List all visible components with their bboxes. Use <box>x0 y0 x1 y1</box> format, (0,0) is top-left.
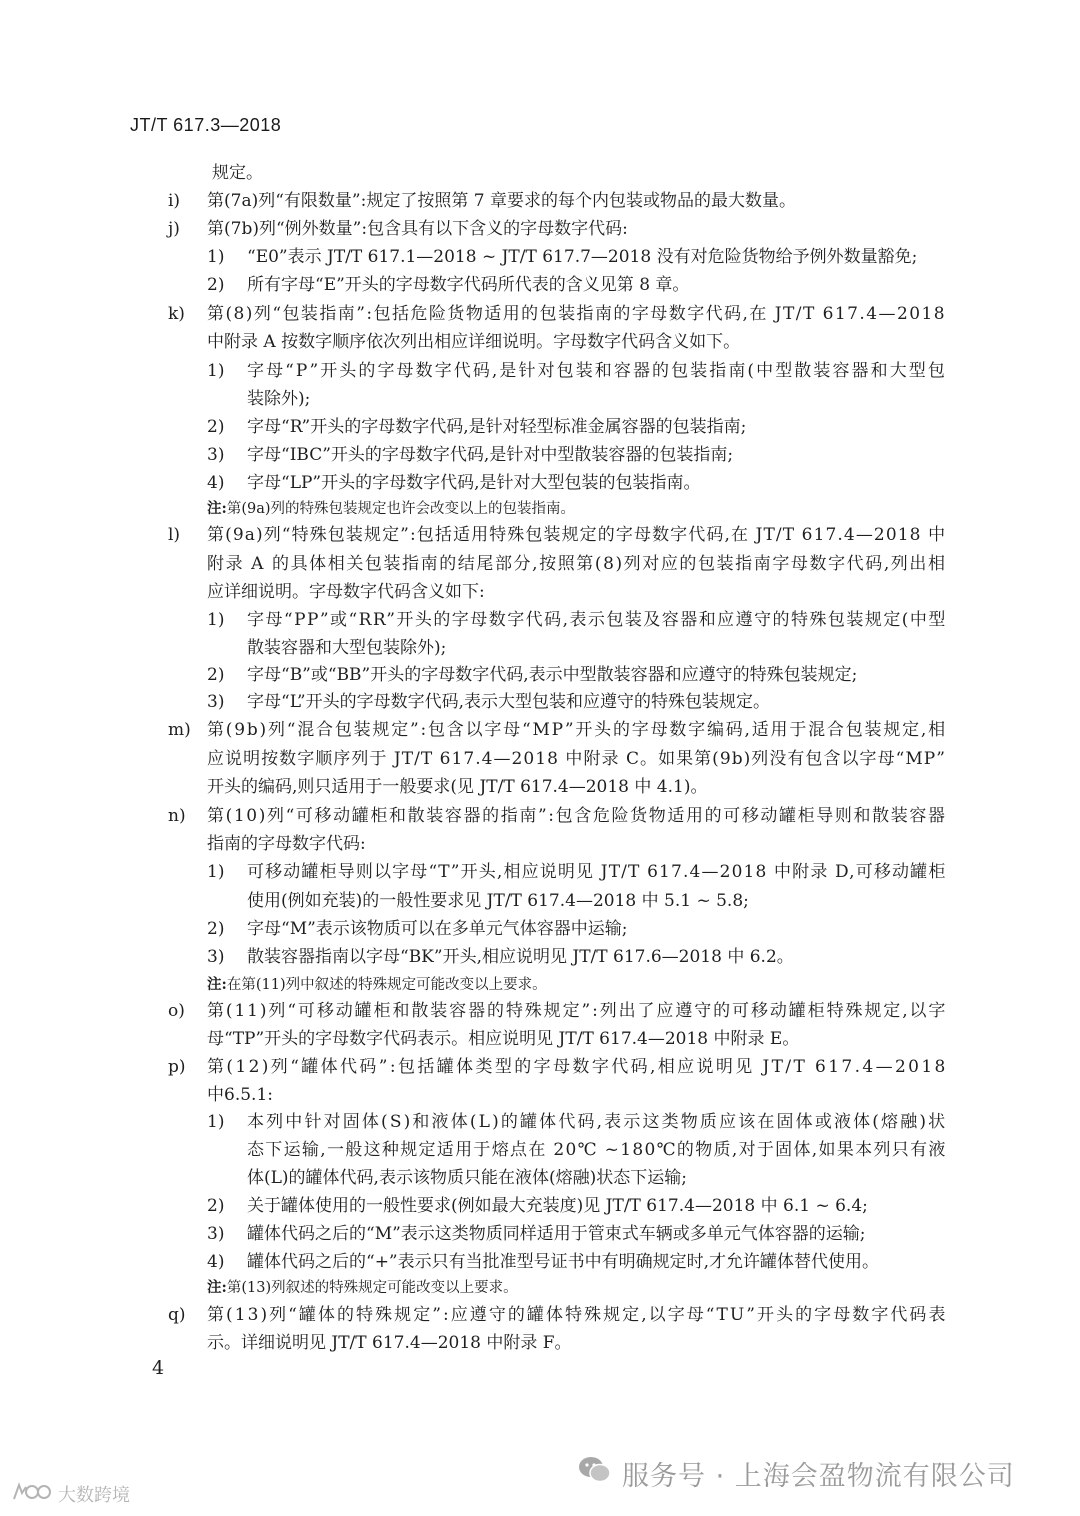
text-line: 第(10)列“可移动罐柜和散装容器的指南”:包含危险货物适用的可移动罐柜导则和散装容器 <box>207 806 947 826</box>
text-line: 第(11)列“可移动罐柜和散装容器的特殊规定”:列出了应遵守的可移动罐柜特殊规定,以字 <box>207 1001 948 1021</box>
note-line <box>207 498 575 520</box>
list-item-label: 1) <box>207 862 225 882</box>
text-line: “E0”表示 JT/T 617.1—2018 ~ JT/T 617.7—2018 没有对危险货物给予例外数量豁免; <box>247 247 918 267</box>
list-item-label: 2) <box>207 275 225 295</box>
text-line: 字母“M”表示该物质可以在多单元气体容器中运输; <box>247 919 628 939</box>
text-line: 开头的编码,则只适用于一般要求(见 JT/T 617.4—2018 中 4.1)。 <box>207 777 708 797</box>
text-line: 第(7a)列“有限数量”:规定了按照第 7 章要求的每个内包装或物品的最大数量。 <box>207 191 796 211</box>
list-item-label: 2) <box>207 919 225 939</box>
list-item-label: 4) <box>207 1252 225 1272</box>
text-line: 可移动罐柜导则以字母“T”开头,相应说明见 JT/T 617.4—2018 中附录 D,可移动罐柜 <box>247 862 947 882</box>
list-item-label: 4) <box>207 473 225 493</box>
wechat-bubble-icon <box>578 1455 612 1492</box>
text-line: 第(9a)列“特殊包装规定”:包括适用特殊包装规定的字母数字代码,在 JT/T 617.4—2018 中 <box>207 525 947 545</box>
list-item-label: 3) <box>207 445 225 465</box>
sparkle-logo-icon <box>10 1481 54 1508</box>
text-line: 规定。 <box>212 163 263 183</box>
text-line: 字母“IBC”开头的字母数字代码,是针对中型散装容器的包装指南; <box>247 445 734 465</box>
list-item-label: i) <box>168 191 181 211</box>
text-line: 中附录 A 按数字顺序依次列出相应详细说明。字母数字代码含义如下。 <box>207 332 741 352</box>
list-item-label: 3) <box>207 947 225 967</box>
text-line: 散装容器指南以字母“BK”开头,相应说明见 JT/T 617.6—2018 中 6.2。 <box>247 947 794 967</box>
note-text: 在第(11)列中叙述的特殊规定可能改变以上要求。 <box>226 977 547 993</box>
text-line: 使用(例如充装)的一般性要求见 JT/T 617.4—2018 中 5.1 ~ 5.8; <box>247 891 749 911</box>
list-item-label: p) <box>168 1057 186 1077</box>
text-line: 体(L)的罐体代码,表示该物质只能在液体(熔融)状态下运输; <box>247 1168 687 1188</box>
text-line: 第(13)列“罐体的特殊规定”:应遵守的罐体特殊规定,以字母“TU”开头的字母数字代码表 <box>207 1305 948 1325</box>
text-line: 字母“P”开头的字母数字代码,是针对包装和容器的包装指南(中型散装容器和大型包 <box>247 361 947 381</box>
list-item-label: o) <box>168 1001 185 1021</box>
list-item-label: 2) <box>207 417 225 437</box>
platform-watermark <box>10 1482 130 1506</box>
note-label: 注: <box>207 1279 227 1296</box>
text-line: 第(12)列“罐体代码”:包括罐体类型的字母数字代码,相应说明见 JT/T 617.4—2018 <box>207 1057 948 1077</box>
text-line: 关于罐体使用的一般性要求(例如最大充装度)见 JT/T 617.4—2018 中 6.1 ~ 6.4; <box>247 1196 868 1216</box>
text-line: 态下运输,一般这种规定适用于熔点在 20℃ ~180℃的物质,对于固体,如果本列只有液 <box>247 1140 947 1160</box>
list-item-label: 2) <box>207 1196 225 1216</box>
note-line <box>207 1277 518 1299</box>
service-account-text: 服务号 · 上海会盈物流有限公司 <box>622 1460 1015 1492</box>
note-text: 第(13)列叙述的特殊规定可能改变以上要求。 <box>226 1280 518 1296</box>
text-line: 所有字母“E”开头的字母数字代码所代表的含义见第 8 章。 <box>247 275 690 295</box>
text-line: 附录 A 的具体相关包装指南的结尾部分,按照第(8)列对应的包装指南字母数字代码,列出相 <box>207 554 947 574</box>
list-item-label: 1) <box>207 247 225 267</box>
text-line: 散装容器和大型包装除外); <box>247 638 447 658</box>
list-item-label: 2) <box>207 665 225 685</box>
list-item-label: n) <box>168 806 186 826</box>
document-header-code: JT/T 617.3—2018 <box>130 115 282 135</box>
note-text: 第(9a)列的特殊包装规定也许会改变以上的包装指南。 <box>226 501 576 517</box>
service-account-watermark <box>578 1454 1015 1492</box>
list-item-label: 3) <box>207 692 225 712</box>
text-line: 字母“L”开头的字母数字代码,表示大型包装和应遵守的特殊包装规定。 <box>247 692 770 712</box>
text-line: 字母“B”或“BB”开头的字母数字代码,表示中型散装容器和应遵守的特殊包装规定; <box>247 665 858 685</box>
platform-text: 大数跨境 <box>58 1485 130 1506</box>
text-line: 指南的字母数字代码: <box>207 834 366 854</box>
text-line: 罐体代码之后的“+”表示只有当批准型号证书中有明确规定时,才允许罐体替代使用。 <box>247 1252 880 1272</box>
list-item-label: 1) <box>207 1112 225 1132</box>
text-line: 母“TP”开头的字母数字代码表示。相应说明见 JT/T 617.4—2018 中附录 E。 <box>207 1029 800 1049</box>
text-line: 第(8)列“包装指南”:包括危险货物适用的包装指南的字母数字代码,在 JT/T 617.4—2018 <box>207 304 947 324</box>
text-line: 示。详细说明见 JT/T 617.4—2018 中附录 F。 <box>207 1333 572 1353</box>
note-line <box>207 974 547 996</box>
list-item-label: k) <box>168 304 185 324</box>
list-item-label: 1) <box>207 361 225 381</box>
text-line: 字母“R”开头的字母数字代码,是针对轻型标准金属容器的包装指南; <box>247 417 747 437</box>
list-item-label: l) <box>168 525 181 545</box>
list-item-label: 1) <box>207 610 225 630</box>
list-item-label: j) <box>168 219 180 239</box>
note-label: 注: <box>207 976 227 993</box>
list-item-label: q) <box>168 1305 186 1325</box>
text-line: 字母“LP”开头的字母数字代码,是针对大型包装的包装指南。 <box>247 473 701 493</box>
text-line: 第(9b)列“混合包装规定”:包含以字母“MP”开头的字母数字编码,适用于混合包装规定,相 <box>207 720 947 740</box>
text-line: 中6.5.1: <box>207 1085 273 1105</box>
list-item-label: m) <box>168 720 191 740</box>
page-number: 4 <box>152 1357 165 1379</box>
note-label: 注: <box>207 500 227 517</box>
text-line: 第(7b)列“例外数量”:包含具有以下含义的字母数字代码: <box>207 219 628 239</box>
text-line: 应说明按数字顺序列于 JT/T 617.4—2018 中附录 C。如果第(9b)列没有包含以字母“MP” <box>207 749 947 769</box>
text-line: 罐体代码之后的“M”表示这类物质同样适用于管束式车辆或多单元气体容器的运输; <box>247 1224 866 1244</box>
text-line: 字母“PP”或“RR”开头的字母数字代码,表示包装及容器和应遵守的特殊包装规定(中型 <box>247 610 947 630</box>
text-line: 装除外); <box>247 389 311 409</box>
text-line: 应详细说明。字母数字代码含义如下: <box>207 582 485 602</box>
list-item-label: 3) <box>207 1224 225 1244</box>
text-line: 本列中针对固体(S)和液体(L)的罐体代码,表示这类物质应该在固体或液体(熔融)状 <box>247 1112 948 1132</box>
